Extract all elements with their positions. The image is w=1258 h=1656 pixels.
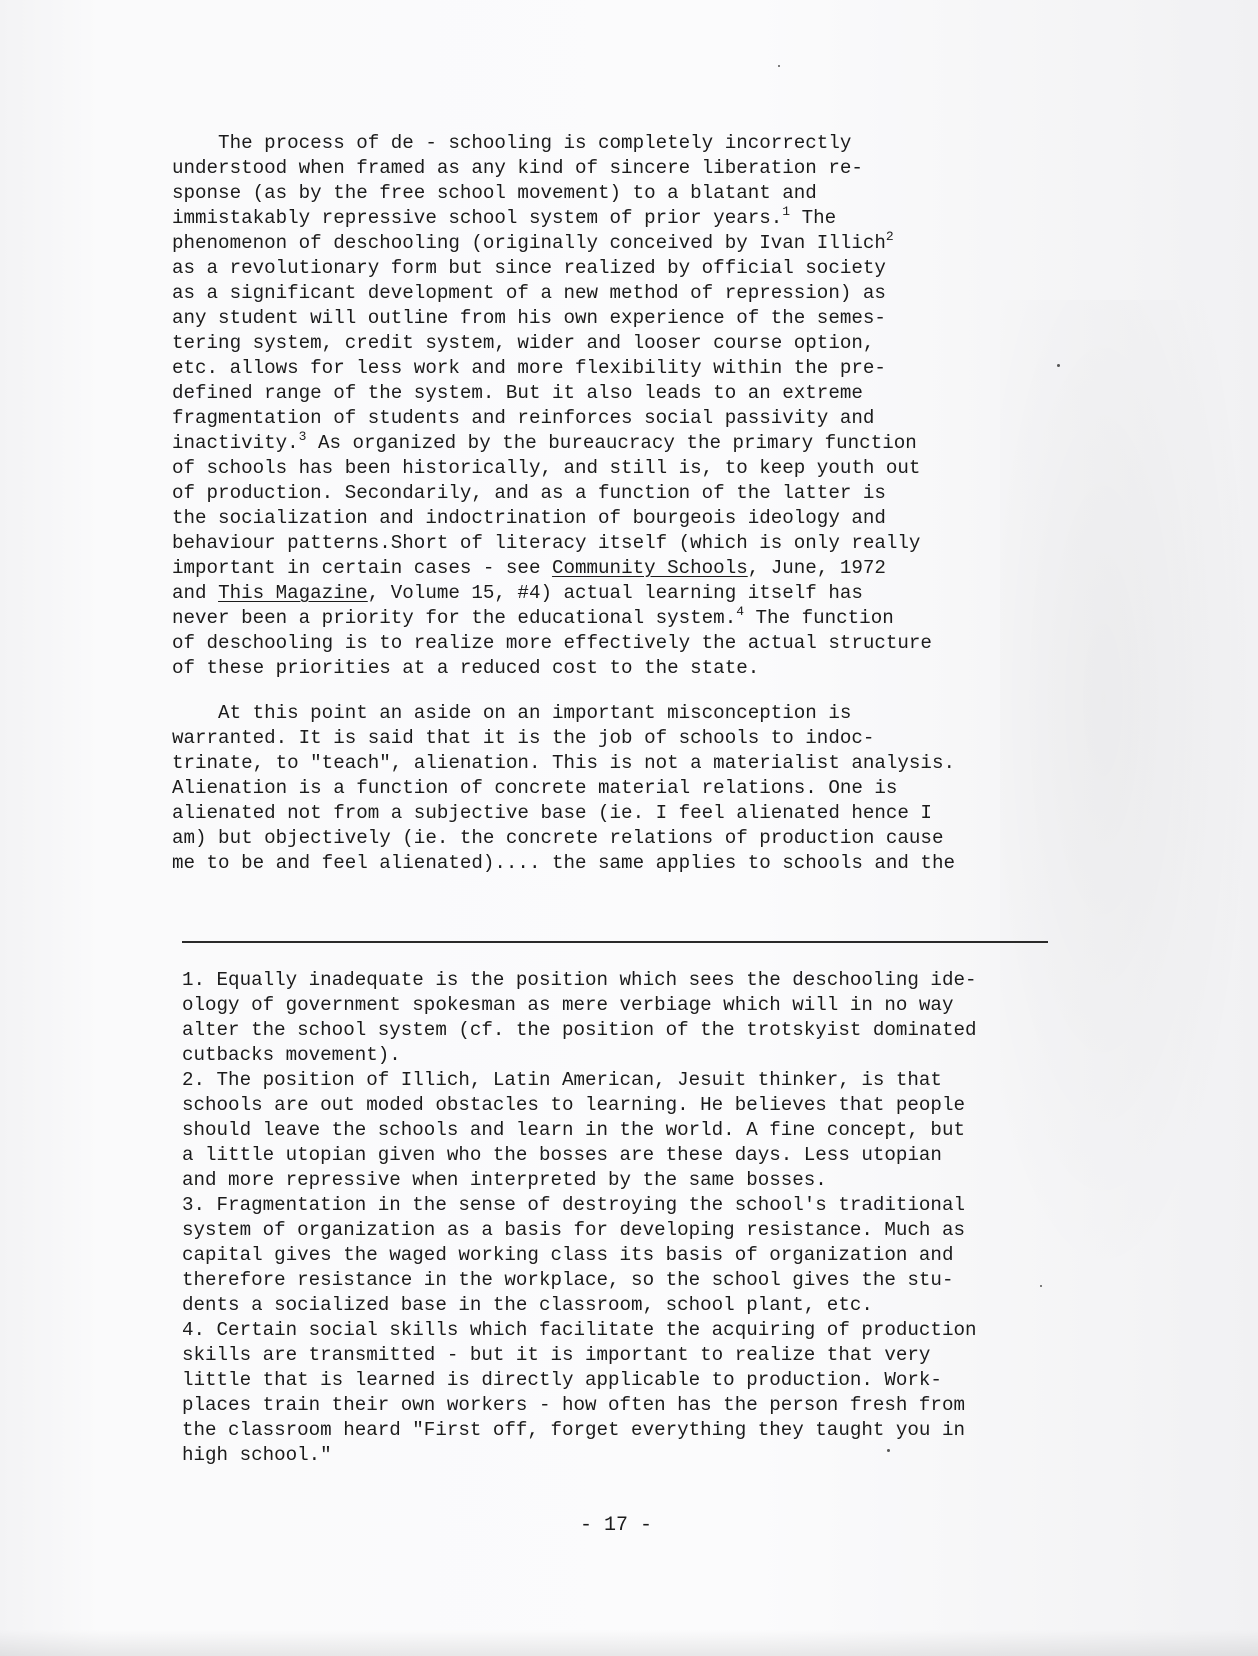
footnote-line: the classroom heard "First off, forget everything they taught you in <box>182 1419 965 1441</box>
footnote-line: therefore resistance in the workplace, so the school gives the stu- <box>182 1269 954 1291</box>
line-text: immistakably repressive school system of prior years. <box>172 207 783 229</box>
main-text <box>172 131 1072 876</box>
text-line: At this point an aside on an important misconception is <box>172 702 852 724</box>
line-text: important in certain cases - see <box>172 557 552 579</box>
text-line <box>172 556 1072 581</box>
footnote-ref-1: 1 <box>782 204 791 219</box>
line-text: The function <box>744 607 894 629</box>
text-line: any student will outline from his own experience of the semes- <box>172 307 886 329</box>
text-line: sponse (as by the free school movement) to a blatant and <box>172 182 817 204</box>
text-line: of schools has been historically, and still is, to keep youth out <box>172 457 921 479</box>
text-line <box>172 431 1072 456</box>
footnote-ref-3: 3 <box>298 429 307 444</box>
footnote-line: high school." <box>182 1444 332 1466</box>
footnote-line: 4. Certain social skills which facilitate the acquiring of production <box>182 1319 977 1341</box>
page-number: - 17 - <box>579 1514 652 1537</box>
citation-this-magazine: This Magazine <box>218 582 368 604</box>
text-line <box>172 206 1072 231</box>
line-text: The <box>790 207 837 229</box>
dust-speck <box>887 1449 890 1452</box>
footnote-line: capital gives the waged working class its basis of organization and <box>182 1244 954 1266</box>
text-line: understood when framed as any kind of sincere liberation re- <box>172 157 863 179</box>
dust-speck <box>778 65 780 67</box>
text-line: as a revolutionary form but since realized by official society <box>172 257 886 279</box>
footnote-line: 2. The position of Illich, Latin American, Jesuit thinker, is that <box>182 1069 942 1091</box>
text-line: alienated not from a subjective base (ie. I feel alienated hence I <box>172 802 932 824</box>
text-line: me to be and feel alienated).... the same applies to schools and the <box>172 852 955 874</box>
footnote-line: system of organization as a basis for developing resistance. Much as <box>182 1219 965 1241</box>
footnote-line: and more repressive when interpreted by the same bosses. <box>182 1169 827 1191</box>
text-line: fragmentation of students and reinforces social passivity and <box>172 407 875 429</box>
paragraph-gap <box>172 681 1072 701</box>
dust-speck <box>1040 1285 1042 1287</box>
citation-community-schools: Community Schools <box>551 557 748 579</box>
text-line: behaviour patterns.Short of literacy itself (which is only really <box>172 532 921 554</box>
line-text: , June, 1972 <box>747 557 886 579</box>
text-line: Alienation is a function of concrete material relations. One is <box>172 777 898 799</box>
line-text: inactivity. <box>172 432 299 454</box>
footnote-line: should leave the schools and learn in the world. A fine concept, but <box>182 1119 965 1141</box>
footnote-line: 1. Equally inadequate is the position which sees the deschooling ide- <box>182 969 977 991</box>
text-line: of these priorities at a reduced cost to the state. <box>172 657 760 679</box>
footnote-line: cutbacks movement). <box>182 1044 401 1066</box>
text-line <box>172 581 1072 606</box>
dust-speck <box>1057 364 1060 367</box>
text-line: defined range of the system. But it also leads to an extreme <box>172 382 863 404</box>
footnote-line: ology of government spokesman as mere verbiage which will in no way <box>182 994 954 1016</box>
footnote-divider <box>182 941 1048 943</box>
text-line: of deschooling is to realize more effectively the actual structure <box>172 632 932 654</box>
text-line: of production. Secondarily, and as a function of the latter is <box>172 482 886 504</box>
text-line: as a significant development of a new method of repression) as <box>172 282 886 304</box>
line-text: phenomenon of deschooling (originally conceived by Ivan Illich <box>172 232 886 254</box>
text-line: trinate, to "teach", alienation. This is not a materialist analysis. <box>172 752 955 774</box>
text-line: am) but objectively (ie. the concrete relations of production cause <box>172 827 944 849</box>
line-text: As organized by the bureaucracy the primary function <box>306 432 917 454</box>
text-line: The process of de - schooling is completely incorrectly <box>172 132 852 154</box>
text-line: tering system, credit system, wider and looser course option, <box>172 332 875 354</box>
footnote-line: schools are out moded obstacles to learning. He believes that people <box>182 1094 965 1116</box>
text-line <box>172 231 1072 256</box>
scan-edge-shadow <box>0 1630 1258 1656</box>
footnote-ref-4: 4 <box>736 604 745 619</box>
footnote-line: places train their own workers - how often has the person fresh from <box>182 1394 965 1416</box>
text-line: warranted. It is said that it is the job of schools to indoc- <box>172 727 875 749</box>
footnote-line: 3. Fragmentation in the sense of destroying the school's traditional <box>182 1194 965 1216</box>
footnote-line: a little utopian given who the bosses are these days. Less utopian <box>182 1144 942 1166</box>
footnote-ref-2: 2 <box>885 229 894 244</box>
line-text: , Volume 15, #4) actual learning itself has <box>367 582 863 604</box>
line-text: never been a priority for the educational system. <box>172 607 737 629</box>
text-line <box>172 606 1072 631</box>
text-line: etc. allows for less work and more flexibility within the pre- <box>172 357 886 379</box>
footnote-line: skills are transmitted - but it is important to realize that very <box>182 1344 931 1366</box>
text-line: the socialization and indoctrination of bourgeois ideology and <box>172 507 886 529</box>
footnote-line: alter the school system (cf. the position of the trotskyist dominated <box>182 1019 977 1041</box>
footnote-line: little that is learned is directly applicable to production. Work- <box>182 1369 942 1391</box>
line-text: and <box>172 582 219 604</box>
footnotes <box>182 968 1082 1468</box>
footnote-line: dents a socialized base in the classroom, school plant, etc. <box>182 1294 873 1316</box>
